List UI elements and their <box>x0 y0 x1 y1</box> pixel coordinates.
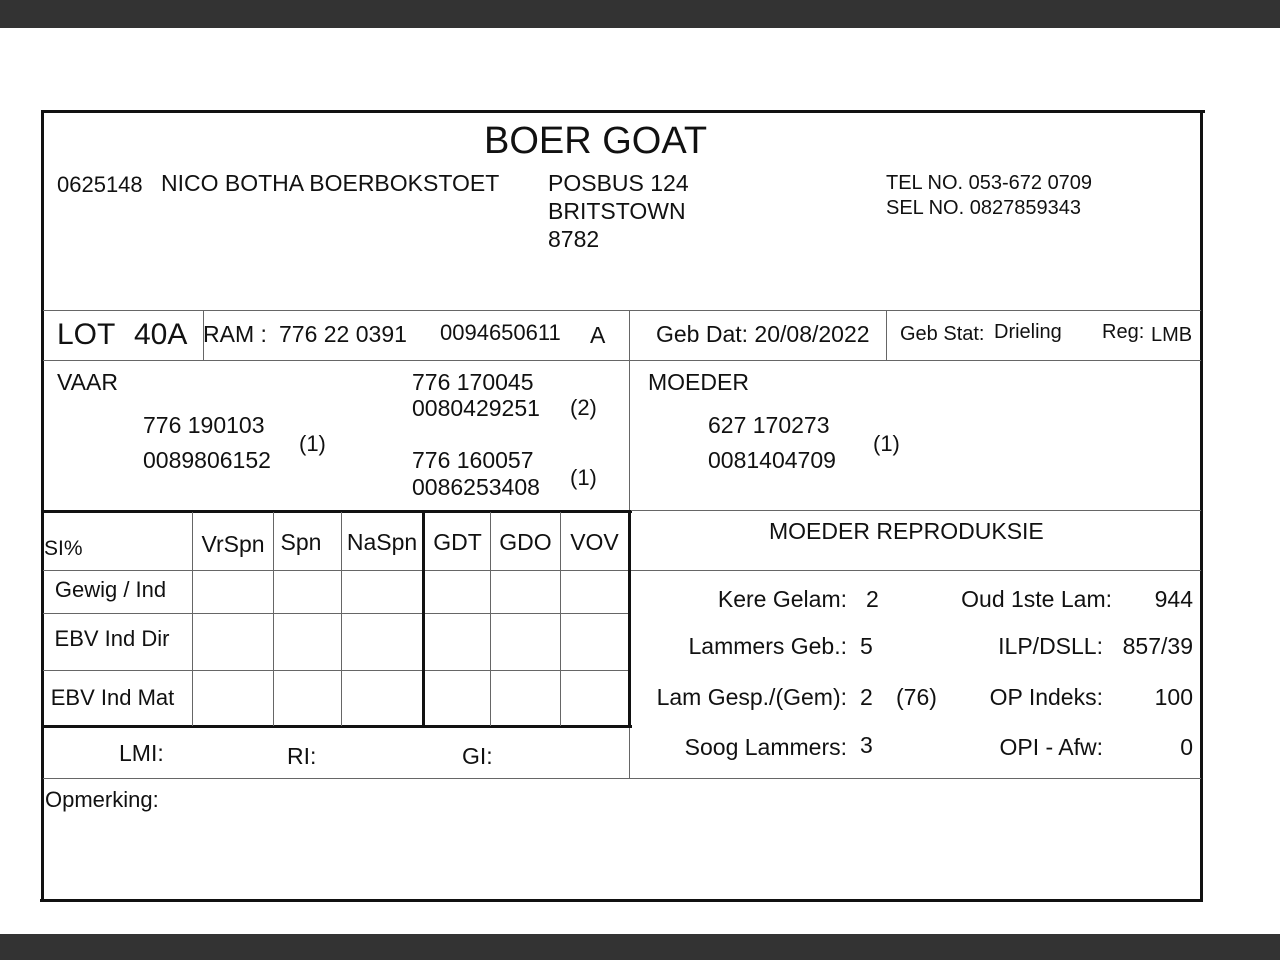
col-header-spn: Spn <box>280 529 322 555</box>
lammers-geb-value: 5 <box>860 633 873 659</box>
address-line-2: BRITSTOWN <box>548 198 686 224</box>
frame-top <box>41 110 1205 113</box>
index-row-bottom-line <box>43 778 1201 779</box>
sire-id: 0089806152 <box>143 447 271 473</box>
birth-status: Drieling <box>994 321 1062 343</box>
dam-count: (1) <box>873 431 900 456</box>
lammers-geb-label: Lammers Geb.: <box>688 633 847 659</box>
lot-divider-3 <box>886 310 887 360</box>
row-label-gewig-ind: Gewig / Ind <box>54 577 167 602</box>
grid-header-line <box>43 570 630 571</box>
dam-id: 0081404709 <box>708 447 836 473</box>
sire-count: (1) <box>299 431 326 456</box>
op-indeks-value: 100 <box>1154 684 1193 710</box>
dam-label: MOEDER <box>648 369 749 395</box>
frame-left <box>41 110 44 902</box>
sire-number: 776 190103 <box>143 412 265 438</box>
lot-row-top-line <box>43 310 1201 311</box>
repro-header-line <box>630 570 1201 571</box>
card-title: BOER GOAT <box>484 120 708 162</box>
lot-label: LOT <box>57 318 116 351</box>
row-label-ebv-ind-mat: EBV Ind Mat <box>50 685 175 710</box>
sire-sire-count: (2) <box>570 395 597 420</box>
lam-gesp-value: 2 <box>860 684 873 710</box>
sire-label: VAAR <box>57 369 118 395</box>
opi-afw-value: 0 <box>1180 734 1193 760</box>
repro-top-line <box>630 510 1201 511</box>
address-line-1: POSBUS 124 <box>548 170 689 196</box>
ilp-dsll-label: ILP/DSLL: <box>998 633 1103 659</box>
kere-gelam-value: 2 <box>866 586 879 612</box>
row-label-ebv-ind-dir: EBV Ind Dir <box>54 626 170 651</box>
ri-label: RI: <box>287 743 317 769</box>
opi-afw-label: OPI - Afw: <box>999 734 1103 760</box>
grid-right-line <box>628 510 631 728</box>
col-header-gdt: GDT <box>433 529 482 555</box>
lam-gem-value: (76) <box>896 684 937 710</box>
telephone-number: TEL NO. 053-672 0709 <box>886 172 1093 194</box>
ram-label: RAM : <box>203 321 267 347</box>
lmi-label: LMI: <box>119 740 164 766</box>
address-line-3: 8782 <box>548 226 600 252</box>
frame-right <box>1200 110 1203 902</box>
grid-bottom-line <box>43 725 632 728</box>
ram-id: 0094650611 <box>440 320 561 345</box>
lam-gesp-label: Lam Gesp./(Gem): <box>656 684 847 710</box>
lot-divider-2 <box>629 310 630 360</box>
birth-status-label: Geb Stat: <box>900 323 985 345</box>
soog-lammers-value: 3 <box>860 732 873 758</box>
grid-top-line <box>43 510 632 513</box>
col-header-vrspn: VrSpn <box>201 531 265 557</box>
sire-sire-id: 0080429251 <box>412 395 540 421</box>
col-header-naspn: NaSpn <box>346 529 418 555</box>
ilp-dsll-value: 857/39 <box>1122 633 1193 659</box>
ram-grade: A <box>590 322 606 348</box>
sire-dam-id: 0086253408 <box>412 474 540 500</box>
col-header-gdo: GDO <box>499 529 552 555</box>
registration-value: LMB <box>1151 324 1193 346</box>
breeder-number: 0625148 <box>57 172 143 197</box>
oud-1ste-lam-value: 944 <box>1154 586 1193 612</box>
frame-bottom <box>40 899 1202 902</box>
dam-number: 627 170273 <box>708 412 830 438</box>
sire-dam-number: 776 160057 <box>412 447 534 473</box>
breeder-name: NICO BOTHA BOERBOKSTOET <box>161 170 500 196</box>
birth-date: Geb Dat: 20/08/2022 <box>656 321 870 347</box>
sire-sire-number: 776 170045 <box>412 369 534 395</box>
grid-row-line-1 <box>43 613 630 614</box>
reproduction-title: MOEDER REPRODUKSIE <box>769 518 1044 544</box>
sire-dam-count: (1) <box>570 465 597 490</box>
registration-label: Reg: <box>1102 321 1145 343</box>
grid-corner-label: SI% <box>44 537 83 560</box>
kere-gelam-label: Kere Gelam: <box>717 586 847 612</box>
op-indeks-label: OP Indeks: <box>989 684 1103 710</box>
oud-1ste-lam-label: Oud 1ste Lam: <box>961 586 1112 612</box>
col-header-vov: VOV <box>570 529 619 555</box>
lot-row-bottom-line <box>43 360 1201 361</box>
ram-number: 776 22 0391 <box>279 321 407 347</box>
soog-lammers-label: Soog Lammers: <box>684 734 847 760</box>
grid-row-line-2 <box>43 670 630 671</box>
lot-number: 40A <box>134 318 188 351</box>
remarks-label: Opmerking: <box>45 787 159 812</box>
gi-label: GI: <box>462 743 493 769</box>
cellphone-number: SEL NO. 0827859343 <box>886 197 1081 219</box>
